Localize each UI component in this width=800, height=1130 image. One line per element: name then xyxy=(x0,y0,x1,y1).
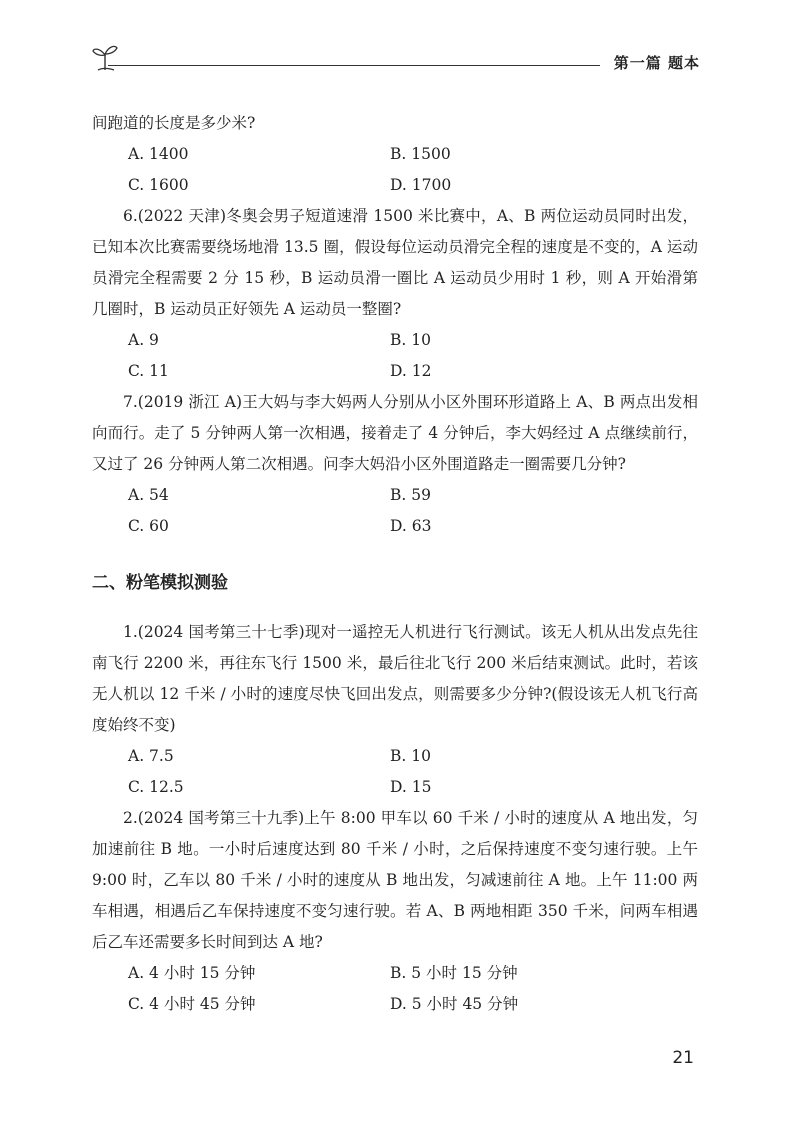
option-c: C. 11 xyxy=(128,362,169,380)
option-a: A. 54 xyxy=(128,486,169,504)
question-7: 7.(2019 浙江 A)王大妈与李大妈两人分别从小区外围环形道路上 A、B 两点出发相向而行。走了 5 分钟两人第一次相遇，接着走了 4 分钟后，李大妈经过 A 点继续前行，又过了 26 分钟两人第二次相遇。问李大妈沿小区外围道路走一圈需要几分钟? xyxy=(92,393,698,473)
option-d: D. 1700 xyxy=(390,176,452,194)
option-a: A. 9 xyxy=(128,331,159,349)
page-number: 21 xyxy=(672,1048,694,1068)
option-a: A. 1400 xyxy=(128,145,189,163)
option-a: A. 4 小时 15 分钟 xyxy=(128,964,256,982)
options-row xyxy=(92,480,698,511)
option-b: B. 1500 xyxy=(390,145,451,163)
question-2: 2.(2024 国考第三十九季)上午 8:00 甲车以 60 千米 / 小时的速度从 A 地出发，匀加速前往 B 地。一小时后速度达到 80 千米 / 小时，之后保持速度不变匀速行驶。上午 9:00 时，乙车以 80 千米 / 小时的速度从 B 地出发，匀减速前往 A 地。上午 11:00 两车相遇，相遇后乙车保持速度不变匀速行驶。若 A、B 两地相距 350 千米，问两车相遇后乙车还需要多长时间到达 A 地? xyxy=(92,809,698,951)
option-a: A. 7.5 xyxy=(128,747,174,765)
question-tail: 间跑道的长度是多少米? xyxy=(92,114,256,132)
options-row xyxy=(92,139,698,170)
options-row xyxy=(92,989,698,1020)
option-b: B. 10 xyxy=(390,331,431,349)
running-header xyxy=(92,40,700,80)
option-d: D. 63 xyxy=(390,517,432,535)
options-row xyxy=(92,772,698,803)
options-row xyxy=(92,170,698,201)
option-d: D. 15 xyxy=(390,778,432,796)
options-row xyxy=(92,511,698,542)
options-row xyxy=(92,741,698,772)
option-b: B. 59 xyxy=(390,486,431,504)
sprout-icon xyxy=(92,42,118,72)
option-d: D. 5 小时 45 分钟 xyxy=(390,995,519,1013)
options-row xyxy=(92,325,698,356)
options-row xyxy=(92,356,698,387)
question-1: 1.(2024 国考第三十七季)现对一遥控无人机进行飞行测试。该无人机从出发点先往南飞行 2200 米，再往东飞行 1500 米，最后往北飞行 200 米后结束测试。此时，若该无人机以 12 千米 / 小时的速度尽快飞回出发点，则需要多少分钟?(假设该无人机飞行高度始终不变) xyxy=(92,623,698,734)
option-c: C. 12.5 xyxy=(128,778,184,796)
option-c: C. 1600 xyxy=(128,176,189,194)
question-6: 6.(2022 天津)冬奥会男子短道速滑 1500 米比赛中，A、B 两位运动员同时出发，已知本次比赛需要绕场地滑 13.5 圈，假设每位运动员滑完全程的速度是不变的，A 运动员滑完全程需要 2 分 15 秒，B 运动员滑一圈比 A 运动员少用时 1 秒，则 A 开始滑第几圈时，B 运动员正好领先 A 运动员一整圈? xyxy=(92,207,698,318)
option-c: C. 4 小时 45 分钟 xyxy=(128,995,256,1013)
option-b: B. 10 xyxy=(390,747,431,765)
section-title: 二、粉笔模拟测验 xyxy=(92,573,228,593)
option-c: C. 60 xyxy=(128,517,169,535)
header-title: 第一篇 题本 xyxy=(613,54,700,72)
options-row xyxy=(92,958,698,989)
page-content xyxy=(92,108,698,1020)
option-d: D. 12 xyxy=(390,362,432,380)
option-b: B. 5 小时 15 分钟 xyxy=(390,964,518,982)
header-rule xyxy=(108,65,600,66)
